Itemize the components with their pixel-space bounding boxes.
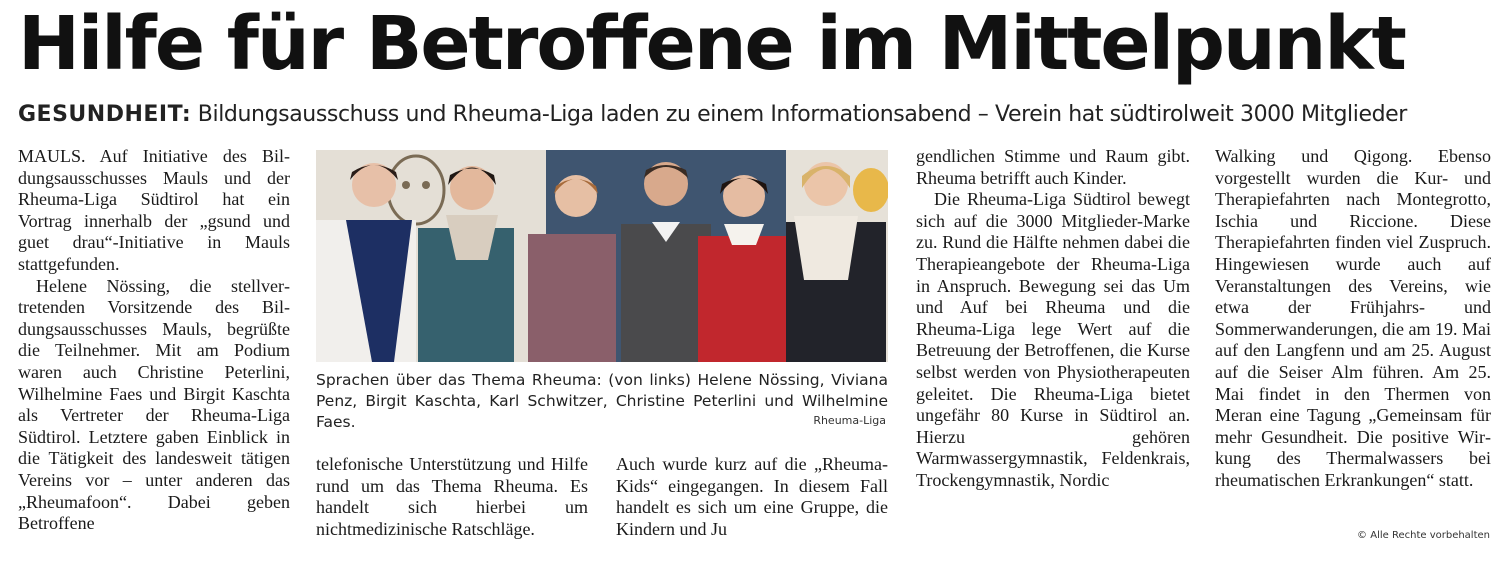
headline: Hilfe für Betroffene im Mittelpunkt	[18, 1, 1405, 87]
paragraph: Walking und Qigong. Ebenso vorgestellt wurden die Kur- und Therapiefahrten nach Montegrotto, Ischia und Riccione. Diese Therapiefahrten finden viel Zuspruch. Hingewiesen wurde auch auf Veranstaltungen des Vereins, wie etwa der Frühjahrs- und Sommerwanderungen, die am 19. Mai auf den Langfenn und am 25. August auf die Seiser Alm führen. Am 25. Mai findet in den Thermen von Meran eine Tagung „Gemeinsam für mehr Gesundheit. Die positive Wirkung des Thermalwassers bei rheumatischen Erkrankungen“ statt.	[1215, 146, 1491, 490]
paragraph: Helene Nössing, die stellvertretenden Vorsitzende des Bildungsausschusses Mauls, begrüßte die Teilnehmer. Mit am Podium waren auch Christine Peterlini, Wilhelmine Faes und Birgit Kaschta als Vertreter der Rheuma-Liga Südtirol. Letztere gaben Einblick in die Tätigkeit des landesweit tätigen Vereins vor – unter anderen das „Rheumafoon“. Dabei geben Betroffene	[18, 275, 290, 534]
copyright-notice: © Alle Rechte vorbehalten	[1357, 530, 1490, 541]
paragraph: Auch wurde kurz auf die „Rheuma-Kids“ eingegangen. In diesem Fall handelt es sich um eine Gruppe, die Kindern und Ju	[616, 454, 888, 539]
subheadline	[18, 100, 1407, 130]
bottom-margin	[0, 540, 1497, 569]
group-photo-image	[316, 150, 888, 362]
article-column-5	[1215, 146, 1491, 492]
subheadline-kicker: GESUNDHEIT:	[18, 102, 192, 127]
subheadline-text: Bildungsausschuss und Rheuma-Liga laden zu einem Informationsabend – Verein hat südtirolweit 3000 Mitglieder	[191, 102, 1407, 127]
paragraph: telefonische Unterstützung und Hilfe rund um das Thema Rheuma. Es handelt sich hierbei um nichtmedizinische Ratschläge.	[316, 454, 588, 539]
paragraph: MAULS. Auf Initiative des Bildungsausschusses Mauls und der Rheuma-Liga Südtirol hat ein Vortrag innerhalb der „gsund und guet drau“-Initiative in Mauls stattgefunden.	[18, 146, 290, 274]
paragraph: Die Rheuma-Liga Südtirol bewegt sich auf die 3000 Mitglieder-Marke zu. Rund die Hälfte nehmen dabei die Therapieangebote der Rheuma-Liga in Anspruch. Bewegung sei das Um und Auf bei Rheuma und die Rheuma-Liga lege Wert auf die Betreuung der Betroffenen, die Kurse selbst werden von Physiotherapeuten geleitet. Die Rheuma-Liga bietet ungefähr 80 Kurse in Südtirol an. Hierzu gehören Warmwassergymnastik, Feldenkrais, Trockengymnastik, Nordic	[916, 189, 1190, 490]
article-column-3	[616, 454, 888, 540]
group-photo	[316, 150, 888, 362]
article-column-4	[916, 146, 1190, 492]
article-column-2	[316, 454, 588, 540]
photo-caption: Sprachen über das Thema Rheuma: (von links) Helene Nössing, Viviana Penz, Birgit Kaschta, Karl Schwitzer, Christine Peterlini und Wilhelmine Faes.	[316, 371, 888, 431]
paragraph: gendlichen Stimme und Raum gibt. Rheuma betrifft auch Kinder.	[916, 146, 1190, 188]
photo-credit: Rheuma-Liga	[813, 414, 886, 427]
article-column-1	[18, 146, 290, 535]
